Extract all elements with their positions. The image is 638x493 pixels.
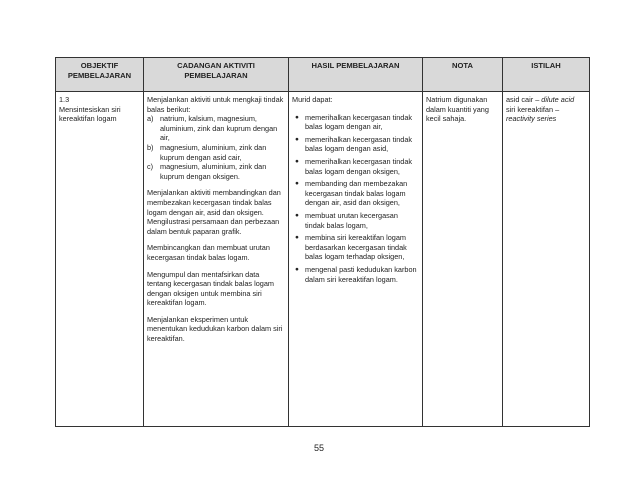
nota-text: Natrium digunakan dalam kuantiti yang kecil sahaja. xyxy=(426,95,489,124)
list-item: b) magnesium, aluminium, zink dan kuprum dengan asid cair, xyxy=(147,142,267,162)
objektif-number: 1.3 xyxy=(59,95,70,104)
list-item: ● membanding dan membezakan kecergasan tindak balas logam dengan air, asid dan oksigen, xyxy=(295,179,408,208)
cadangan-paragraph-2: Membincangkan dan membuat urutan kecergasan tindak balas logam. xyxy=(147,243,270,262)
istilah-entry-1: asid cair – dilute acid xyxy=(506,95,575,104)
curriculum-table xyxy=(55,57,590,427)
istilah-cell xyxy=(503,92,590,427)
bullet-icon: ● xyxy=(295,157,299,165)
cadangan-paragraph-1: Menjalankan aktiviti membandingkan dan membezakan kecergasan tindak balas logam dengan air, asid dan oksigen. Mengilustrasi persamaan dan perbezaan dalam bentuk paparan grafik. xyxy=(147,188,281,236)
header-istilah: ISTILAH xyxy=(503,58,590,92)
cadangan-intro: Menjalankan aktiviti untuk mengkaji tindak balas berikut: xyxy=(147,95,284,114)
list-item: ● memerihalkan kecergasan tindak balas logam dengan asid, xyxy=(295,134,413,154)
list-item: ● mengenal pasti kedudukan karbon dalam siri kereaktifan logam. xyxy=(295,264,417,284)
bullet-icon: ● xyxy=(295,135,299,143)
cadangan-paragraph-4: Menjalankan eksperimen untuk menentukan kedudukan karbon dalam siri kereaktifan. xyxy=(147,314,283,344)
bullet-icon: ● xyxy=(295,113,299,121)
header-nota: NOTA xyxy=(423,58,503,92)
list-item: ● membuat urutan kecergasan tindak balas logam, xyxy=(295,210,398,230)
list-item: c) magnesium, aluminium, zink dan kuprum dengan oksigen. xyxy=(147,162,267,181)
bullet-icon: ● xyxy=(295,234,299,242)
bullet-icon: ● xyxy=(295,211,299,219)
content-row xyxy=(56,92,590,427)
nota-cell xyxy=(423,92,503,427)
list-item: ● memerihalkan kecergasan tindak balas logam dengan oksigen, xyxy=(295,156,413,176)
header-cadangan: CADANGAN AKTIVITI PEMBELAJARAN xyxy=(144,58,289,92)
istilah-entry-2: siri kereaktifan – reactivity series xyxy=(506,104,560,124)
cadangan-paragraph-3: Mengumpul dan mentafsirkan data tentang kecergasan tindak balas logam dengan oksigen untuk membina siri kereaktifan logam. xyxy=(147,269,274,308)
cadangan-list xyxy=(147,114,285,181)
hasil-cell xyxy=(289,92,423,427)
hasil-list xyxy=(292,113,419,285)
list-item: ● membina siri kereaktifan logam berdasarkan kecergasan tindak balas logam terhadap oksigen, xyxy=(295,233,407,262)
header-objektif: OBJEKTIF PEMBELAJARAN xyxy=(56,58,144,92)
list-item: ● memerihalkan kecergasan tindak balas logam dengan air, xyxy=(295,112,413,132)
objektif-text: Mensintesiskan siri kereaktifan logam xyxy=(59,104,121,124)
cadangan-cell xyxy=(144,92,289,427)
bullet-icon: ● xyxy=(295,180,299,188)
list-item: a) natrium, kalsium, magnesium, aluminium, zink dan kuprum dengan air, xyxy=(147,114,278,143)
header-hasil: HASIL PEMBELAJARAN xyxy=(289,58,423,92)
bullet-icon: ● xyxy=(295,265,299,273)
objektif-cell xyxy=(56,92,144,427)
header-row xyxy=(56,58,590,92)
hasil-intro: Murid dapat: xyxy=(292,95,333,104)
page-number: 55 xyxy=(313,443,324,453)
